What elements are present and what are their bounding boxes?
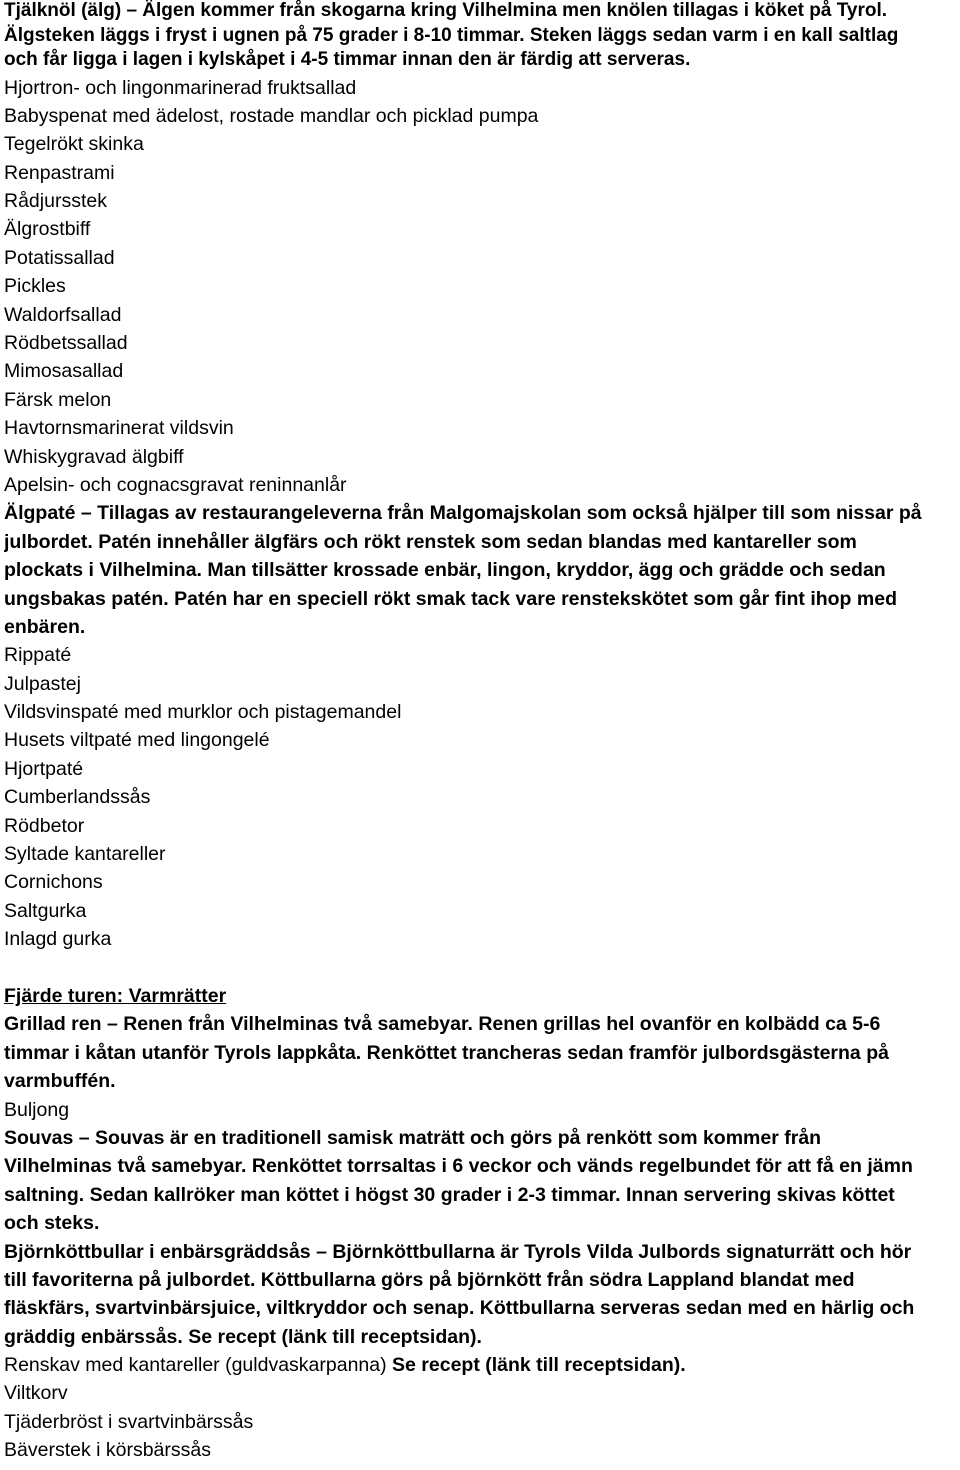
pate-item: Syltade kantareller [4, 843, 166, 866]
souvas-line-4: och steks. [4, 1212, 100, 1235]
renskav-line [4, 1351, 956, 1379]
cold-item: Tegelrökt skinka [4, 133, 144, 156]
intro-line-3: och får ligga i lagen i kylskåpet i 4-5 timmar innan den är färdig att serveras. [4, 49, 691, 70]
pate-item: Cornichons [4, 871, 103, 894]
grillad-ren-line-1: Grillad ren – Renen från Vilhelminas två samebyar. Renen grillas hel ovanför en kolbädd ca 5-6 [4, 1013, 881, 1036]
buljong-item: Buljong [4, 1098, 70, 1121]
cold-item: Rådjursstek [4, 190, 107, 213]
spacer [4, 954, 956, 982]
bjorn-line-3: fläskfärs, svartvinbärsjuice, viltkryddor och senap. Köttbullarna serveras sedan med en härlig och [4, 1297, 915, 1320]
algpate-line-5: enbären. [4, 615, 86, 638]
cold-item: Pickles [4, 275, 66, 298]
intro-line-1: Tjälknöl (älg) – Älgen kommer från skogarna kring Vilhelmina men knölen tillagas i köket på Tyrol. [4, 0, 888, 21]
grillad-ren-line-2: timmar i kåtan utanför Tyrols lappkåta. Renköttet trancheras sedan framför julbordsgästerna på [4, 1041, 889, 1064]
souvas-line-3: saltning. Sedan kallröker man köttet i högst 30 grader i 2-3 timmar. Innan servering skivas köttet [4, 1183, 895, 1206]
algpate-line-4: ungsbakas patén. Patén har en speciell rökt smak tack vare renstekskötet som går fint ihop med [4, 587, 897, 610]
final-item: Viltkorv [4, 1382, 68, 1405]
pate-item: Inlagd gurka [4, 928, 112, 951]
final-item: Tjäderbröst i svartvinbärssås [4, 1410, 254, 1433]
bjorn-line-1: Björnköttbullar i enbärsgräddsås – Björnköttbullarna är Tyrols Vilda Julbords signaturrätt och hör [4, 1240, 912, 1263]
souvas-line-2: Vilhelminas två samebyar. Renköttet torrsaltas i 6 veckor och vänds regelbundet för att få en jämn [4, 1155, 913, 1178]
cold-item: Potatissallad [4, 246, 115, 269]
souvas-line-1: Souvas – Souvas är en traditionell samisk maträtt och görs på renkött som kommer från [4, 1126, 822, 1149]
renskav-text: Renskav med kantareller (guldvaskarpanna) [4, 1354, 393, 1377]
pate-item: Hjortpaté [4, 757, 84, 780]
pate-item: Julpastej [4, 672, 81, 695]
cold-item: Älgrostbiff [4, 218, 91, 241]
algpate-line-3: plockats i Vilhelmina. Man tillsätter krossade enbär, lingon, kryddor, ägg och grädde och sedan [4, 559, 886, 582]
cold-item: Waldorfsallad [4, 303, 122, 326]
cold-item: Babyspenat med ädelost, rostade mandlar och picklad pumpa [4, 104, 539, 127]
pate-item: Vildsvinspaté med murklor och pistagemandel [4, 701, 402, 724]
cold-item: Färsk melon [4, 388, 112, 411]
algpate-line-2: julbordet. Patén innehåller älgfärs och rökt renstek som sedan blandas med kantareller som [4, 530, 857, 553]
cold-item: Rödbetssallad [4, 332, 128, 355]
cold-item: Whiskygravad älgbiff [4, 445, 184, 468]
final-item: Bäverstek i körsbärssås [4, 1439, 211, 1462]
pate-item: Husets viltpaté med lingongelé [4, 729, 270, 752]
section-heading: Fjärde turen: Varmrätter [4, 985, 227, 1007]
cold-item: Mimosasallad [4, 360, 124, 383]
intro-line-2: Älgsteken läggs i fryst i ugnen på 75 grader i 8-10 timmar. Steken läggs sedan varm i en kall saltlag [4, 24, 899, 46]
pate-item: Rippaté [4, 644, 72, 667]
bjorn-line-2: till favoriterna på julbordet. Köttbullarna görs på björnkött från södra Lappland blandat med [4, 1268, 855, 1291]
bjorn-line-4: gräddig enbärssås. Se recept (länk till receptsidan). [4, 1325, 482, 1348]
pate-item: Saltgurka [4, 899, 87, 922]
cold-item: Apelsin- och cognacsgravat reninnanlår [4, 473, 347, 496]
pate-item: Rödbetor [4, 814, 85, 837]
pate-item: Cumberlandssås [4, 786, 151, 809]
cold-item: Havtornsmarinerat vildsvin [4, 417, 234, 440]
algpate-line-1: Älgpaté – Tillagas av restaurangeleverna från Malgomajskolan som också hjälper till som nissar på [4, 502, 922, 525]
cold-item: Renpastrami [4, 161, 115, 184]
grillad-ren-line-3: varmbuffén. [4, 1070, 116, 1093]
cold-item: Hjortron- och lingonmarinerad fruktsallad [4, 76, 357, 99]
recipe-link[interactable]: Se recept (länk till receptsidan). [392, 1354, 686, 1377]
